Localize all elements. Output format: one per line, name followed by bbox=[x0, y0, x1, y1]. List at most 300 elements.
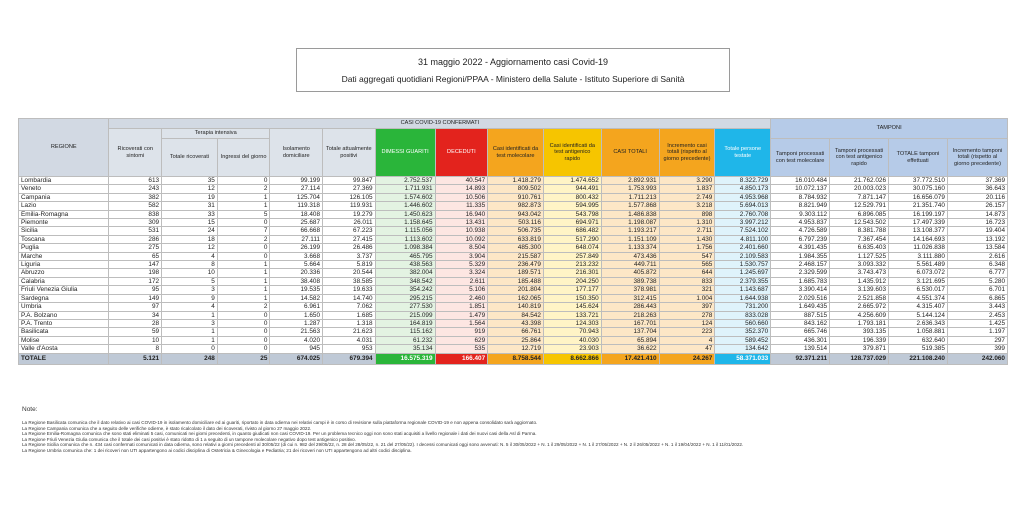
value-cell: 309 bbox=[109, 219, 162, 227]
value-cell: 27.111 bbox=[270, 235, 323, 243]
value-cell: 1 bbox=[217, 294, 270, 302]
value-cell: 3.737 bbox=[323, 252, 376, 260]
value-cell: 2 bbox=[217, 185, 270, 193]
note-line: La Regione Basilicata comunica che il dato relativo ai casi COVID-19 in isolamento domiciliare ed ai guariti, riportato in data odierna nei relativi campi è in corso di revisione sulla piattaforma regionale COVID-19 e non appena consolidato sarà aggiornato. bbox=[22, 420, 538, 425]
value-cell: 5.664 bbox=[270, 261, 323, 269]
table-row bbox=[19, 345, 1008, 353]
col-header-positivi: Totale attualmente positivi bbox=[323, 129, 376, 177]
value-cell: 1.113.602 bbox=[375, 235, 435, 243]
value-cell: 506.735 bbox=[488, 227, 544, 235]
value-cell: 95 bbox=[109, 286, 162, 294]
value-cell: 16.656.079 bbox=[889, 193, 948, 201]
value-cell: 6.961 bbox=[270, 303, 323, 311]
value-cell: 119.318 bbox=[270, 202, 323, 210]
table-row bbox=[19, 185, 1008, 193]
value-cell: 3.218 bbox=[659, 202, 715, 210]
value-cell: 20.544 bbox=[323, 269, 376, 277]
value-cell: 1.644.938 bbox=[715, 294, 771, 302]
value-cell: 134.642 bbox=[715, 345, 771, 353]
value-cell: 2.752.537 bbox=[375, 177, 435, 185]
value-cell: 348.542 bbox=[375, 277, 435, 285]
value-cell: 953 bbox=[323, 345, 376, 353]
value-cell: 1.425 bbox=[947, 319, 1007, 327]
note-line: La Regione Campania comunica che a seguito delle verifiche odierne, è stato ricalcolato il dato dei ricoverati, rivisto al giorno 27 maggio 2022. bbox=[22, 425, 312, 431]
value-cell: 399 bbox=[947, 345, 1007, 353]
value-cell: 8.758.544 bbox=[488, 353, 544, 364]
table-row bbox=[19, 303, 1008, 311]
value-cell: 4.850.173 bbox=[715, 185, 771, 193]
value-cell: 38.408 bbox=[270, 277, 323, 285]
col-header-casi-totali: CASI TOTALI bbox=[601, 129, 659, 177]
value-cell: 61.232 bbox=[375, 336, 435, 344]
value-cell: 7 bbox=[217, 227, 270, 235]
region-cell: Marche bbox=[19, 252, 109, 260]
value-cell: 36.622 bbox=[601, 345, 659, 353]
value-cell: 115.162 bbox=[375, 328, 435, 336]
value-cell: 4.726.589 bbox=[771, 227, 830, 235]
value-cell: 1 bbox=[217, 202, 270, 210]
value-cell: 1.711.931 bbox=[375, 185, 435, 193]
value-cell: 1.418.279 bbox=[488, 177, 544, 185]
value-cell: 5.121 bbox=[109, 353, 162, 364]
value-cell: 838 bbox=[109, 210, 162, 218]
value-cell: 560.660 bbox=[715, 319, 771, 327]
value-cell: 0 bbox=[217, 319, 270, 327]
value-cell: 3.121.695 bbox=[889, 277, 948, 285]
value-cell: 139.514 bbox=[771, 345, 830, 353]
value-cell: 3.904 bbox=[435, 252, 488, 260]
value-cell: 3.997.212 bbox=[715, 219, 771, 227]
value-cell: 2 bbox=[217, 303, 270, 311]
value-cell: 125.704 bbox=[270, 193, 323, 201]
table-row bbox=[19, 269, 1008, 277]
value-cell: 2.749 bbox=[659, 193, 715, 201]
value-cell: 20.003.023 bbox=[830, 185, 889, 193]
value-cell: 4.811.100 bbox=[715, 235, 771, 243]
value-cell: 1.756 bbox=[659, 244, 715, 252]
value-cell: 1.793.181 bbox=[830, 319, 889, 327]
value-cell: 10.072.137 bbox=[771, 185, 830, 193]
value-cell: 3.668 bbox=[270, 252, 323, 260]
value-cell: 633.819 bbox=[488, 235, 544, 243]
value-cell: 12 bbox=[162, 185, 218, 193]
col-header-tamp-mol: Tamponi processati con test molecolare bbox=[771, 139, 830, 177]
value-cell: 1.564 bbox=[435, 319, 488, 327]
value-cell: 12.543.502 bbox=[830, 219, 889, 227]
value-cell: 147 bbox=[109, 261, 162, 269]
value-cell: 67.223 bbox=[323, 227, 376, 235]
value-cell: 519.385 bbox=[889, 345, 948, 353]
value-cell: 1.245.697 bbox=[715, 269, 771, 277]
region-cell: Puglia bbox=[19, 244, 109, 252]
value-cell: 1.685.783 bbox=[771, 277, 830, 285]
col-header-tamp-tot: TOTALE tamponi effettuati bbox=[889, 139, 948, 177]
value-cell: 297 bbox=[947, 336, 1007, 344]
report-title: 31 maggio 2022 - Aggiornamento casi Covid-19 bbox=[417, 57, 609, 67]
table-row bbox=[19, 252, 1008, 260]
value-cell: 16.723 bbox=[947, 219, 1007, 227]
value-cell: 393.135 bbox=[830, 328, 889, 336]
value-cell: 0 bbox=[217, 345, 270, 353]
value-cell: 1 bbox=[162, 311, 218, 319]
value-cell: 1.577.868 bbox=[601, 202, 659, 210]
value-cell: 1.851 bbox=[435, 303, 488, 311]
value-cell: 128.737.029 bbox=[830, 353, 889, 364]
value-cell: 31 bbox=[162, 202, 218, 210]
value-cell: 21.351.740 bbox=[889, 202, 948, 210]
value-cell: 3 bbox=[162, 319, 218, 327]
value-cell: 694.971 bbox=[543, 219, 601, 227]
value-cell: 397 bbox=[659, 303, 715, 311]
value-cell: 800.432 bbox=[543, 193, 601, 201]
value-cell: 1.474.652 bbox=[543, 177, 601, 185]
value-cell: 7.367.454 bbox=[830, 235, 889, 243]
value-cell: 582 bbox=[109, 202, 162, 210]
value-cell: 1 bbox=[217, 277, 270, 285]
value-cell: 37.369 bbox=[947, 177, 1007, 185]
value-cell: 3.093.332 bbox=[830, 261, 889, 269]
value-cell: 1.450.623 bbox=[375, 210, 435, 218]
value-cell: 3.743.473 bbox=[830, 269, 889, 277]
value-cell: 898 bbox=[659, 210, 715, 218]
value-cell: 43.398 bbox=[488, 319, 544, 327]
value-cell: 3.443 bbox=[947, 303, 1007, 311]
value-cell: 3.324 bbox=[435, 269, 488, 277]
note-line: La Regione Emilia-Romagna comunica che sono stati eliminati 5 casi, comunicati nei giorni precedenti, in quanto giudicati non casi COVID-19. Per un problema tecnico oggi non sono stati acquisiti a livello regionale i dati dei nuovi casi della Asl di Parma. bbox=[22, 431, 537, 437]
value-cell: 6.896.085 bbox=[830, 210, 889, 218]
value-cell: 12.529.791 bbox=[830, 202, 889, 210]
value-cell: 1.685 bbox=[323, 311, 376, 319]
value-cell: 7.062 bbox=[323, 303, 376, 311]
value-cell: 0 bbox=[217, 311, 270, 319]
value-cell: 21.762.026 bbox=[830, 177, 889, 185]
value-cell: 36.643 bbox=[947, 185, 1007, 193]
value-cell: 10 bbox=[162, 269, 218, 277]
value-cell: 204.250 bbox=[543, 277, 601, 285]
value-cell: 16.199.197 bbox=[889, 210, 948, 218]
value-cell: 137.704 bbox=[601, 328, 659, 336]
value-cell: 164.819 bbox=[375, 319, 435, 327]
value-cell: 58.371.033 bbox=[715, 353, 771, 364]
region-cell: Abruzzo bbox=[19, 269, 109, 277]
report-header bbox=[296, 48, 730, 92]
value-cell: 485.300 bbox=[488, 244, 544, 252]
value-cell: 1.098.384 bbox=[375, 244, 435, 252]
value-cell: 449.711 bbox=[601, 261, 659, 269]
note-line: La Regione Umbria comunica che: 1 dei ricoveri non UTI appartengono ai codici disciplina di Ostetricia & Ginecologia e Pediatria; 21 dei ricoveri non UTI appartengono ad altri codici disciplina. bbox=[22, 447, 412, 453]
value-cell: 33 bbox=[162, 210, 218, 218]
value-cell: 221.108.240 bbox=[889, 353, 948, 364]
value-cell: 189.571 bbox=[488, 269, 544, 277]
value-cell: 11.026.838 bbox=[889, 244, 948, 252]
value-cell: 248 bbox=[162, 353, 218, 364]
col-header-persone: Totale persone testate bbox=[715, 129, 771, 177]
region-cell: Lombardia bbox=[19, 177, 109, 185]
value-cell: 14.873 bbox=[947, 210, 1007, 218]
value-cell: 1.650 bbox=[270, 311, 323, 319]
value-cell: 1.058.881 bbox=[889, 328, 948, 336]
value-cell: 465.795 bbox=[375, 252, 435, 260]
value-cell: 11.335 bbox=[435, 202, 488, 210]
value-cell: 1 bbox=[217, 193, 270, 201]
value-cell: 919 bbox=[435, 328, 488, 336]
value-cell: 8.821.949 bbox=[771, 202, 830, 210]
value-cell: 1 bbox=[217, 261, 270, 269]
table-row bbox=[19, 219, 1008, 227]
value-cell: 278 bbox=[659, 311, 715, 319]
region-cell: Campania bbox=[19, 193, 109, 201]
col-header-ti-totale: Totale ricoverati bbox=[162, 139, 218, 177]
value-cell: 10.092 bbox=[435, 235, 488, 243]
value-cell: 1.649.435 bbox=[771, 303, 830, 311]
value-cell: 613 bbox=[109, 177, 162, 185]
value-cell: 2.401.660 bbox=[715, 244, 771, 252]
value-cell: 14.582 bbox=[270, 294, 323, 302]
value-cell: 2.109.583 bbox=[715, 252, 771, 260]
report-subtitle: Dati aggregati quotidiani Regioni/PPAA - Ministero della Salute - Istituto Superiore di Sanità bbox=[341, 74, 685, 84]
value-cell: 12.719 bbox=[488, 345, 544, 353]
value-cell: 2.611 bbox=[435, 277, 488, 285]
value-cell: 0 bbox=[162, 345, 218, 353]
value-cell: 17.497.339 bbox=[889, 219, 948, 227]
value-cell: 8.784.932 bbox=[771, 193, 830, 201]
value-cell: 18.408 bbox=[270, 210, 323, 218]
col-header-dimessi: DIMESSI GUARITI bbox=[375, 129, 435, 177]
value-cell: 10.938 bbox=[435, 227, 488, 235]
value-cell: 140.819 bbox=[488, 303, 544, 311]
region-cell: Sardegna bbox=[19, 294, 109, 302]
value-cell: 6.701 bbox=[947, 286, 1007, 294]
region-cell: TOTALE bbox=[19, 353, 109, 364]
value-cell: 20.336 bbox=[270, 269, 323, 277]
notes-section bbox=[22, 405, 1002, 454]
value-cell: 27.369 bbox=[323, 185, 376, 193]
value-cell: 201.804 bbox=[488, 286, 544, 294]
value-cell: 150.350 bbox=[543, 294, 601, 302]
value-cell: 1 bbox=[217, 269, 270, 277]
value-cell: 5.561.489 bbox=[889, 261, 948, 269]
table-row bbox=[19, 244, 1008, 252]
value-cell: 531 bbox=[109, 227, 162, 235]
value-cell: 1.753.993 bbox=[601, 185, 659, 193]
value-cell: 8.322.729 bbox=[715, 177, 771, 185]
value-cell: 4.391.435 bbox=[771, 244, 830, 252]
value-cell: 26.157 bbox=[947, 202, 1007, 210]
value-cell: 1.133.374 bbox=[601, 244, 659, 252]
note-line: La Regione Sicilia comunica che n. 434 casi confermati comunicati in data odierna, sono relativi a giorni precedenti al 30/05/22 (di cui n. 982 del 29/05/22, n. 28 del 28/05/22, n. 21 del 27/05/22). I decessi comunicati oggi sono avvenuti: N. 5 il 30/05/2022 + N. 1 il 29/05/2022 + N. 1 il 27/05/2022 + N. 2 il 26/05/2022 + N. 1 il 19/04/2022 + N. 1 il 11/01/2022. bbox=[22, 442, 744, 448]
value-cell: 2.329.599 bbox=[771, 269, 830, 277]
value-cell: 99.847 bbox=[323, 177, 376, 185]
value-cell: 943.042 bbox=[488, 210, 544, 218]
value-cell: 4.031 bbox=[323, 336, 376, 344]
value-cell: 382 bbox=[109, 193, 162, 201]
value-cell: 133.721 bbox=[543, 311, 601, 319]
value-cell: 1.143.687 bbox=[715, 286, 771, 294]
value-cell: 4 bbox=[659, 336, 715, 344]
value-cell: 389.738 bbox=[601, 277, 659, 285]
value-cell: 1 bbox=[162, 336, 218, 344]
region-cell: P.A. Trento bbox=[19, 319, 109, 327]
value-cell: 809.502 bbox=[488, 185, 544, 193]
col-header-ricoverati: Ricoverati con sintomi bbox=[109, 129, 162, 177]
region-cell: Toscana bbox=[19, 235, 109, 243]
col-header-regione: REGIONE bbox=[19, 119, 109, 177]
value-cell: 16.010.484 bbox=[771, 177, 830, 185]
value-cell: 59 bbox=[109, 328, 162, 336]
value-cell: 26.011 bbox=[323, 219, 376, 227]
value-cell: 40.030 bbox=[543, 336, 601, 344]
value-cell: 312.415 bbox=[601, 294, 659, 302]
value-cell: 589.452 bbox=[715, 336, 771, 344]
value-cell: 1.197 bbox=[947, 328, 1007, 336]
col-header-deceduti: DECEDUTI bbox=[435, 129, 488, 177]
value-cell: 4.953.968 bbox=[715, 193, 771, 201]
value-cell: 6.797.239 bbox=[771, 235, 830, 243]
value-cell: 2.460 bbox=[435, 294, 488, 302]
section-header-tamponi: TAMPONI bbox=[771, 119, 1008, 139]
value-cell: 286 bbox=[109, 235, 162, 243]
value-cell: 19 bbox=[162, 193, 218, 201]
value-cell: 2.711 bbox=[659, 227, 715, 235]
value-cell: 3 bbox=[162, 286, 218, 294]
value-cell: 26.486 bbox=[323, 244, 376, 252]
value-cell: 378.981 bbox=[601, 286, 659, 294]
value-cell: 99.199 bbox=[270, 177, 323, 185]
value-cell: 665.746 bbox=[771, 328, 830, 336]
value-cell: 65.894 bbox=[601, 336, 659, 344]
value-cell: 218.263 bbox=[601, 311, 659, 319]
value-cell: 92.371.211 bbox=[771, 353, 830, 364]
value-cell: 2.760.708 bbox=[715, 210, 771, 218]
region-cell: Veneto bbox=[19, 185, 109, 193]
col-header-molecolare: Casi identificati da test molecolare bbox=[488, 129, 544, 177]
value-cell: 277.530 bbox=[375, 303, 435, 311]
table-row bbox=[19, 277, 1008, 285]
value-cell: 19.633 bbox=[323, 286, 376, 294]
notes-title: Note: bbox=[22, 406, 38, 413]
value-cell: 70.943 bbox=[543, 328, 601, 336]
value-cell: 14.893 bbox=[435, 185, 488, 193]
table-row bbox=[19, 227, 1008, 235]
value-cell: 543.798 bbox=[543, 210, 601, 218]
value-cell: 13.431 bbox=[435, 219, 488, 227]
value-cell: 0 bbox=[217, 252, 270, 260]
value-cell: 1.193.217 bbox=[601, 227, 659, 235]
value-cell: 8 bbox=[109, 345, 162, 353]
value-cell: 8 bbox=[162, 261, 218, 269]
value-cell: 833 bbox=[659, 277, 715, 285]
table-row bbox=[19, 319, 1008, 327]
value-cell: 24.267 bbox=[659, 353, 715, 364]
value-cell: 843.162 bbox=[771, 319, 830, 327]
value-cell: 648.074 bbox=[543, 244, 601, 252]
value-cell: 6.777 bbox=[947, 269, 1007, 277]
value-cell: 594.995 bbox=[543, 202, 601, 210]
value-cell: 1.479 bbox=[435, 311, 488, 319]
value-cell: 354.242 bbox=[375, 286, 435, 294]
value-cell: 3.290 bbox=[659, 177, 715, 185]
value-cell: 19.404 bbox=[947, 227, 1007, 235]
col-header-tamp-ant: Tamponi processati con test antigenico rapido bbox=[830, 139, 889, 177]
value-cell: 14.164.693 bbox=[889, 235, 948, 243]
value-cell: 66.761 bbox=[488, 328, 544, 336]
region-cell: Friuli Venezia Giulia bbox=[19, 286, 109, 294]
value-cell: 162.065 bbox=[488, 294, 544, 302]
value-cell: 47 bbox=[659, 345, 715, 353]
value-cell: 547 bbox=[659, 252, 715, 260]
value-cell: 945 bbox=[270, 345, 323, 353]
value-cell: 5.694.013 bbox=[715, 202, 771, 210]
value-cell: 9.303.112 bbox=[771, 210, 830, 218]
value-cell: 1.004 bbox=[659, 294, 715, 302]
value-cell: 382.004 bbox=[375, 269, 435, 277]
value-cell: 535 bbox=[435, 345, 488, 353]
region-cell: P.A. Bolzano bbox=[19, 311, 109, 319]
value-cell: 65 bbox=[109, 252, 162, 260]
region-cell: Lazio bbox=[19, 202, 109, 210]
value-cell: 2 bbox=[217, 235, 270, 243]
value-cell: 166.407 bbox=[435, 353, 488, 364]
value-cell: 0 bbox=[217, 244, 270, 252]
value-cell: 21.623 bbox=[323, 328, 376, 336]
value-cell: 34 bbox=[109, 311, 162, 319]
value-cell: 2.453 bbox=[947, 311, 1007, 319]
value-cell: 379.871 bbox=[830, 345, 889, 353]
value-cell: 26.199 bbox=[270, 244, 323, 252]
value-cell: 172 bbox=[109, 277, 162, 285]
value-cell: 321 bbox=[659, 286, 715, 294]
value-cell: 0 bbox=[217, 219, 270, 227]
value-cell: 2.521.858 bbox=[830, 294, 889, 302]
value-cell: 10 bbox=[109, 336, 162, 344]
value-cell: 2.029.516 bbox=[771, 294, 830, 302]
value-cell: 25 bbox=[217, 353, 270, 364]
region-cell: Piemonte bbox=[19, 219, 109, 227]
value-cell: 8.381.788 bbox=[830, 227, 889, 235]
value-cell: 215.099 bbox=[375, 311, 435, 319]
table-body bbox=[19, 177, 1008, 365]
value-cell: 7.871.147 bbox=[830, 193, 889, 201]
value-cell: 4.315.407 bbox=[889, 303, 948, 311]
value-cell: 1.127.525 bbox=[830, 252, 889, 260]
value-cell: 24 bbox=[162, 227, 218, 235]
table-row bbox=[19, 294, 1008, 302]
value-cell: 473.436 bbox=[601, 252, 659, 260]
value-cell: 20.116 bbox=[947, 193, 1007, 201]
total-row bbox=[19, 353, 1008, 364]
value-cell: 242.060 bbox=[947, 353, 1007, 364]
value-cell: 23.903 bbox=[543, 345, 601, 353]
value-cell: 4.551.374 bbox=[889, 294, 948, 302]
region-cell: Valle d'Aosta bbox=[19, 345, 109, 353]
value-cell: 679.394 bbox=[323, 353, 376, 364]
value-cell: 5.106 bbox=[435, 286, 488, 294]
value-cell: 13.192 bbox=[947, 235, 1007, 243]
value-cell: 257.849 bbox=[543, 252, 601, 260]
value-cell: 4 bbox=[162, 303, 218, 311]
note-line: La Regione Friuli Venezia Giulia comunica che il totale dei casi positivi è stato ridotto di 1 a seguito di un tampone molecolare negativo dopo test antigenico positivo. bbox=[22, 436, 357, 442]
value-cell: 13.584 bbox=[947, 244, 1007, 252]
value-cell: 0 bbox=[217, 336, 270, 344]
value-cell: 145.624 bbox=[543, 303, 601, 311]
region-cell: Molise bbox=[19, 336, 109, 344]
value-cell: 35 bbox=[162, 177, 218, 185]
value-cell: 149 bbox=[109, 294, 162, 302]
value-cell: 0 bbox=[217, 177, 270, 185]
value-cell: 16.940 bbox=[435, 210, 488, 218]
value-cell: 119.931 bbox=[323, 202, 376, 210]
col-header-ti-ingressi: Ingressi del giorno bbox=[217, 139, 270, 177]
